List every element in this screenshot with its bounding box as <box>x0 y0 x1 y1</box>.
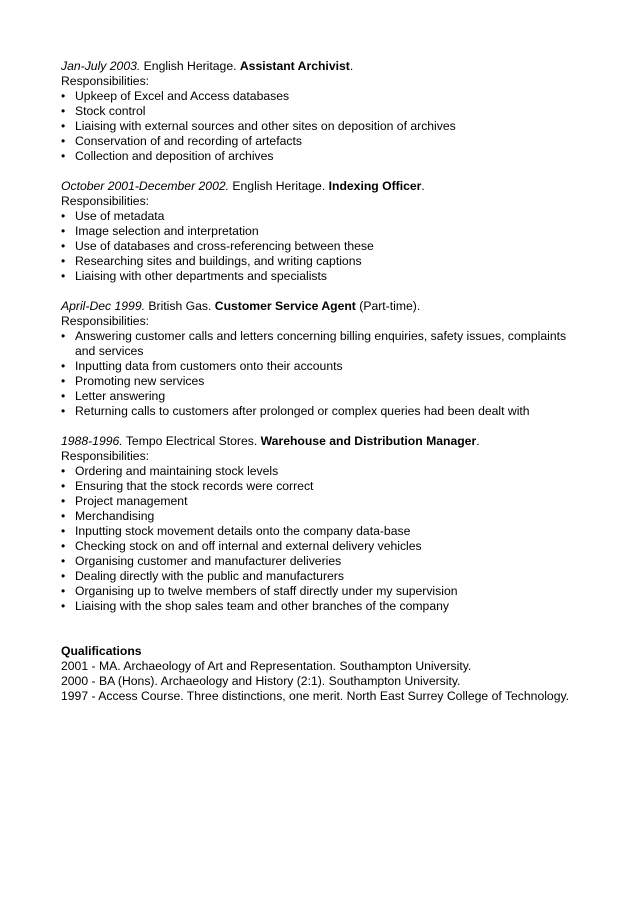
section-spacer <box>61 629 578 644</box>
entry-suffix: . <box>476 434 480 448</box>
list-item-text: Inputting data from customers onto their accounts <box>75 359 343 373</box>
bullet-icon: • <box>61 374 66 388</box>
responsibilities-list <box>61 464 578 614</box>
list-item <box>61 389 578 404</box>
list-item <box>61 209 578 224</box>
list-item-text: Use of databases and cross-referencing between these <box>75 239 374 253</box>
cv-page <box>61 59 578 704</box>
list-item-text: Ensuring that the stock records were correct <box>75 479 314 493</box>
list-item-text: Organising up to twelve members of staff directly under my supervision <box>75 584 458 598</box>
list-item-text: Use of metadata <box>75 209 165 223</box>
bullet-icon: • <box>61 539 66 553</box>
list-item <box>61 329 578 359</box>
bullet-icon: • <box>61 494 66 508</box>
bullet-icon: • <box>61 254 66 268</box>
list-item <box>61 119 578 134</box>
bullet-icon: • <box>61 524 66 538</box>
list-item-text: Project management <box>75 494 188 508</box>
entry-heading <box>61 299 578 314</box>
entry-suffix: . <box>421 179 425 193</box>
entry-role: Customer Service Agent <box>214 299 356 313</box>
list-item-text: Liaising with the shop sales team and other branches of the company <box>75 599 449 613</box>
bullet-icon: • <box>61 149 66 163</box>
employment-entry <box>61 59 578 164</box>
list-item-text: Checking stock on and off internal and external delivery vehicles <box>75 539 422 553</box>
responsibilities-list <box>61 209 578 284</box>
responsibilities-list <box>61 329 578 419</box>
entry-employer: English Heritage. <box>229 179 329 193</box>
entry-employer: English Heritage. <box>140 59 240 73</box>
bullet-icon: • <box>61 104 66 118</box>
qualifications-section <box>61 644 578 704</box>
qualifications-heading: Qualifications <box>61 644 142 658</box>
entry-heading <box>61 179 578 194</box>
entry-suffix: . <box>349 59 354 73</box>
bullet-icon: • <box>61 134 66 148</box>
bullet-icon: • <box>61 509 66 523</box>
list-item <box>61 269 578 284</box>
list-item-text: Dealing directly with the public and manufacturers <box>75 569 344 583</box>
list-item <box>61 374 578 389</box>
list-item <box>61 524 578 539</box>
list-item <box>61 599 578 614</box>
entry-employer: British Gas. <box>145 299 215 313</box>
responsibilities-list <box>61 89 578 164</box>
entry-role: Assistant Archivist <box>239 59 350 73</box>
responsibilities-label: Responsibilities: <box>61 314 150 328</box>
list-item-text: Returning calls to customers after prolonged or complex queries had been dealt with <box>75 404 530 418</box>
list-item <box>61 494 578 509</box>
bullet-icon: • <box>61 119 66 133</box>
list-item-text: Liaising with other departments and specialists <box>75 269 328 283</box>
entry-suffix: (Part-time). <box>355 299 421 313</box>
bullet-icon: • <box>61 584 66 598</box>
list-item-text: Merchandising <box>75 509 155 523</box>
list-item <box>61 569 578 584</box>
employment-entry <box>61 434 578 614</box>
list-item <box>61 509 578 524</box>
entry-date: April-Dec 1999. <box>61 299 145 313</box>
list-item <box>61 134 578 149</box>
entry-role: Indexing Officer <box>328 179 422 193</box>
bullet-icon: • <box>61 464 66 478</box>
list-item-text: Image selection and interpretation <box>75 224 259 238</box>
bullet-icon: • <box>61 479 66 493</box>
bullet-icon: • <box>61 569 66 583</box>
list-item-text: Liaising with external sources and other sites on deposition of archives <box>75 119 456 133</box>
bullet-icon: • <box>61 599 66 613</box>
list-item-text: Organising customer and manufacturer deliveries <box>75 554 342 568</box>
employment-entry <box>61 179 578 284</box>
employment-entry <box>61 299 578 419</box>
bullet-icon: • <box>61 329 66 343</box>
list-item <box>61 464 578 479</box>
list-item <box>61 554 578 569</box>
list-item <box>61 479 578 494</box>
entry-heading <box>61 59 578 74</box>
list-item <box>61 359 578 374</box>
list-item-text: Collection and deposition of archives <box>75 149 274 163</box>
list-item <box>61 539 578 554</box>
bullet-icon: • <box>61 404 66 418</box>
list-item-text: Letter answering <box>75 389 166 403</box>
list-item-text: Promoting new services <box>75 374 205 388</box>
bullet-icon: • <box>61 239 66 253</box>
bullet-icon: • <box>61 359 66 373</box>
qualification-item: 2001 - MA. Archaeology of Art and Representation. Southampton University. <box>61 659 472 673</box>
list-item <box>61 239 578 254</box>
responsibilities-label: Responsibilities: <box>61 449 150 463</box>
qualification-item: 2000 - BA (Hons). Archaeology and History (2:1). Southampton University. <box>61 674 461 688</box>
list-item <box>61 149 578 164</box>
list-item-text: Conservation of and recording of artefacts <box>75 134 302 148</box>
list-item-text: Answering customer calls and letters concerning billing enquiries, safety issues, complaints and services <box>75 329 567 358</box>
list-item <box>61 89 578 104</box>
list-item <box>61 254 578 269</box>
entry-date: Jan-July 2003. <box>61 59 141 73</box>
list-item-text: Ordering and maintaining stock levels <box>75 464 279 478</box>
entry-role: Warehouse and Distribution Manager <box>260 434 477 448</box>
list-item-text: Inputting stock movement details onto the company data-base <box>75 524 411 538</box>
list-item <box>61 224 578 239</box>
list-item <box>61 104 578 119</box>
bullet-icon: • <box>61 209 66 223</box>
list-item <box>61 404 578 419</box>
bullet-icon: • <box>61 89 66 103</box>
list-item-text: Stock control <box>75 104 146 118</box>
responsibilities-label: Responsibilities: <box>61 74 150 88</box>
list-item-text: Researching sites and buildings, and writing captions <box>75 254 362 268</box>
qualification-item: 1997 - Access Course. Three distinctions, one merit. North East Surrey College of Technology. <box>61 689 570 703</box>
entry-date: 1988-1996. <box>61 434 123 448</box>
bullet-icon: • <box>61 269 66 283</box>
bullet-icon: • <box>61 554 66 568</box>
entry-employer: Tempo Electrical Stores. <box>122 434 261 448</box>
bullet-icon: • <box>61 389 66 403</box>
entry-date: October 2001-December 2002. <box>61 179 230 193</box>
list-item-text: Upkeep of Excel and Access databases <box>75 89 290 103</box>
entry-heading <box>61 434 578 449</box>
list-item <box>61 584 578 599</box>
responsibilities-label: Responsibilities: <box>61 194 150 208</box>
bullet-icon: • <box>61 224 66 238</box>
